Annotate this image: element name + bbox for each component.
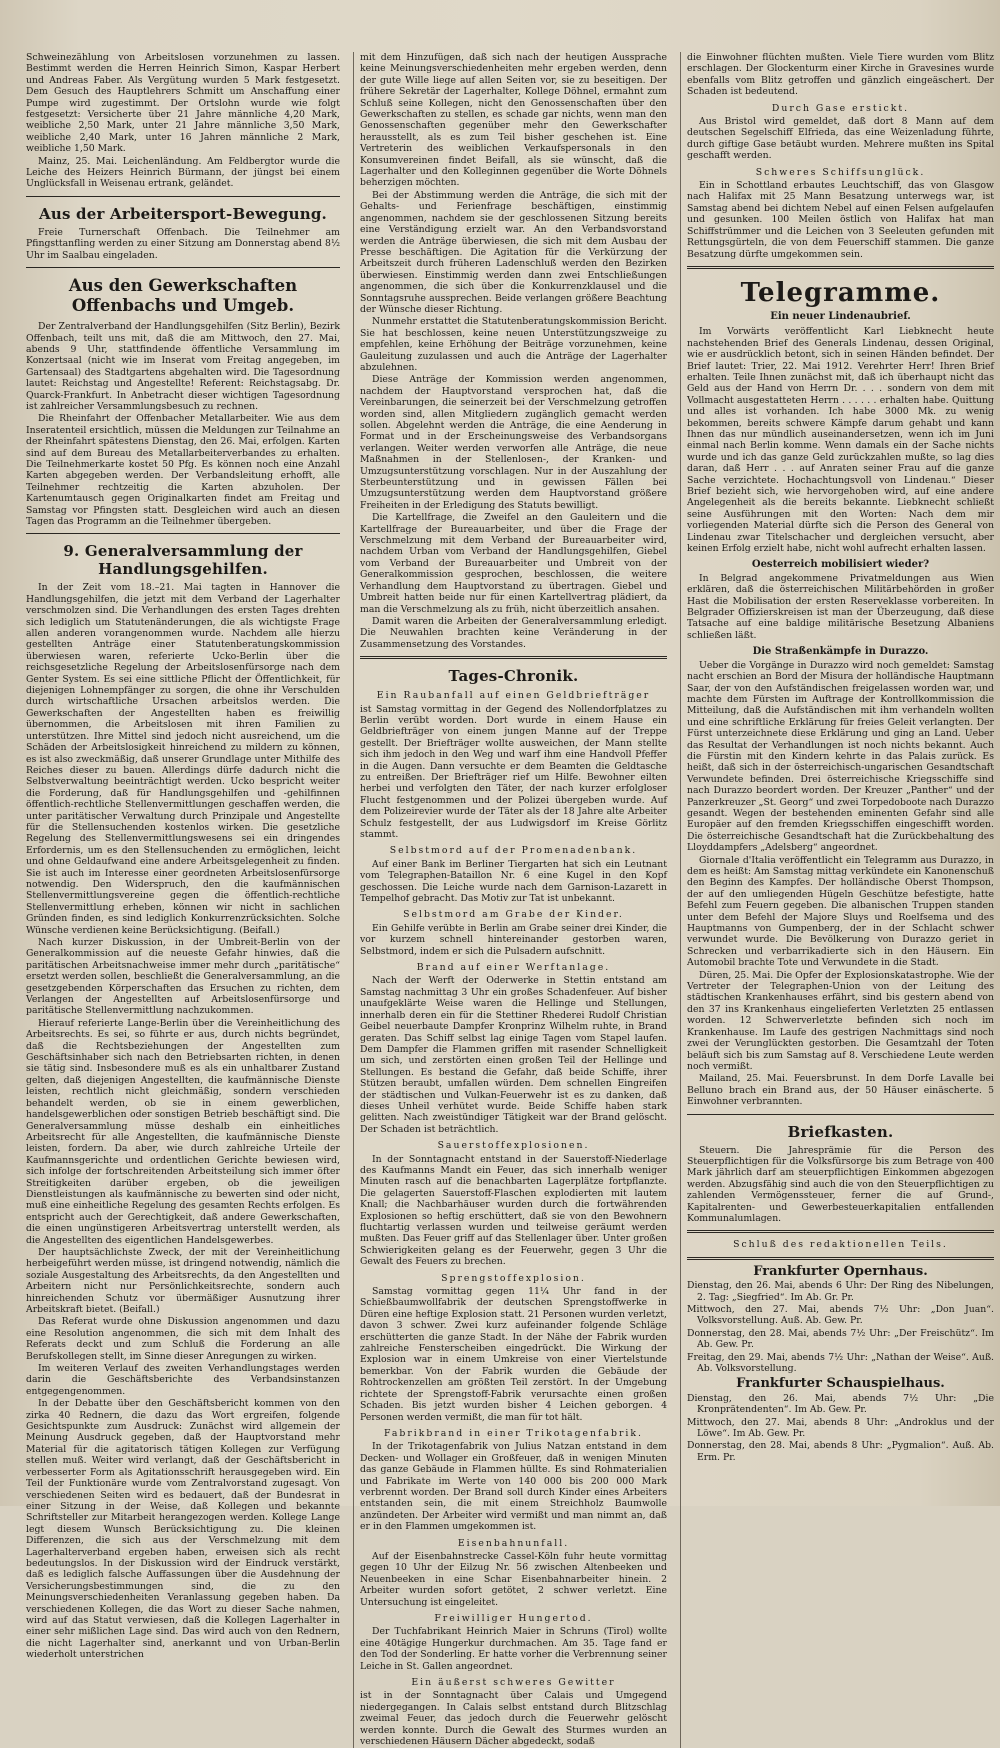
item-heading: Oesterreich mobilisiert wieder?: [751, 559, 930, 571]
article-text: Ein in Schottland erbautes Leuchtschiff, das von Glasgow nach Halifax mit 25 Mann Besatzung unterwegs war, ist Samstag abend bei dichtem Nebel auf einen Felsen aufgelaufen und gesunken. 100 Meilen östlich von Halifax hat man Schiffstrümmer und die Leichen von 3 Seeleuten gefunden mit Rettungsgürteln, die von dem Feuerschiff stammen. Die ganze Besatzung dürfte umgekommen sein.: [687, 180, 994, 260]
article-text: In der Sonntagnacht entstand in der Sauerstoff-Niederlage des Kaufmanns Mandt ein Feuer, das sich innerhalb weniger Minuten rasch auf die benachbarten Lagerplätze fortpflanzte. Die gelagerten Sauerstoff-Flaschen explodierten mit lautem Knall; die Nachbarhäuser wurden durch die fortwährenden Explosionen so heftig erschüttert, daß sie von den Bewohnern fluchtartig verlassen wurden und teilweise geräumt werden mußten. Das Feuer griff auf das Stellenlager über. Unter großen Schwierigkeiten gelang es der Feuerwehr, gegen 3 Uhr die Gewalt des Feuers zu brechen.: [360, 1153, 667, 1268]
article-text: Freie Turnerschaft Offenbach. Die Teilnehmer am Pfingsttanfling werden zu einer Sitzung am Donnerstag abend 8½ Uhr im Saalbau eingeladen.: [26, 226, 340, 261]
item-heading: Freiwilliger Hungertod.: [434, 1613, 593, 1624]
article-text: Samstag vormittag gegen 11¼ Uhr fand in der Schießbaumwollfabrik der deutschen Sprengstoffwerke in Düren eine heftige Explosion statt. 21 Personen wurden verletzt, davon 3 schwer. Zwei kurz aufeinander folgende Schläge erschütterten die ganze Stadt. In der Nähe der Fabrik wurden zahlreiche Fensterscheiben eingedrückt. Die Wirkung der Explosion war in einem Umkreise von einer Viertelstunde bemerkbar. Von der Fabrik wurden die Gebäude der Rohtrockenzellen am größten Teil zerstört. In der Umgebung richtete der Sprengstoff-Fabrik verursachte einen großen Schaden. Bis jetzt wurden bisher 4 Leichen geborgen. 4 Personen werden vermißt, die man für tot hält.: [360, 1286, 667, 1423]
article-text: Mailand, 25. Mai. Feuersbrunst. In dem Dorfe Lavalle bei Belluno brach ein Brand aus, der 50 Häuser einäscherte. 5 Einwohner verbrannten.: [687, 1073, 994, 1108]
article-text: Der Tuchfabrikant Heinrich Maier in Schruns (Tirol) wollte eine 40tägige Hungerkur durchmachen. Am 35. Tage fand er den Tod der Sonderling. Er hatte vorher die Verbrennung seiner Leiche in St. Gallen angeordnet.: [360, 1626, 667, 1672]
article-text: Düren, 25. Mai. Die Opfer der Explosionskatastrophe. Wie der Vertreter der Telegraphen-Union von der Leitung des städtischen Krankenhauses erfährt, sind bis gestern abend von den 37 ins Krankenhaus eingelieferten Verletzten 25 entlassen worden. 12 Schwerverletzte befinden sich noch im Krankenhause. Im Laufe des gestrigen Nachmittags sind noch zwei der Verunglückten gestorben. Die Gesamtzahl der Toten beläuft sich bis zum Samstag auf 8. Verschiedene Leute werden noch vermißt.: [687, 969, 994, 1072]
item-heading: Brand auf einer Werftanlage.: [416, 962, 611, 974]
item-heading: Eisenbahnunfall.: [457, 1537, 570, 1549]
divider: [687, 1230, 994, 1233]
section-heading: Aus der Arbeitersport-Bewegung.: [39, 204, 327, 223]
column-1: [26, 52, 340, 1748]
editorial-end-note: Schluß des redaktionellen Teils.: [733, 1239, 948, 1251]
article-text: Steuern. Die Jahresprämie für die Person des Steuerpflichtigen für die Volksfürsorge bis zum Betrage von 400 Mark jährlich darf am steuerpflichtigen Einkommen abgezogen werden. Abzugsfähig sind auch die von den Steuerpflichtigen zu zahlenden Vermögenssteuer, ferner die auf Grund-, Kapitalrenten- und Gewerbesteuerkapitalien entfallenden Kommunalumlagen.: [687, 1144, 994, 1224]
article-text: Diese Anträge der Kommission werden angenommen, nachdem der Hauptvorstand versprochen hat, daß die Vereinbarungen, die seinerzeit bei der Verschmelzung getroffen worden sind, allen Mitgliedern zugänglich gemacht werden sollen. Abgelehnt werden die Anträge, die eine Aenderung in Format und in der Erscheinungsweise des Verbandsorgans verlangen. Weiter werden verworfen alle Anträge, die neue Maßnahmen in der Stellenlosen-, der Kranken- und Umzugsunterstützung vorschlagen. Nur in der Auszahlung der Sterbeunterstützung und in gewissen Fällen bei Umzugsunterstützung werden dem Hauptvorstand größere Freiheiten in der Erledigung des Statuts bewilligt.: [360, 374, 667, 511]
section-heading: Tages-Chronik.: [448, 667, 579, 686]
section-heading: Briefkasten.: [787, 1122, 894, 1141]
column-3: [680, 52, 994, 1748]
section-heading: 9. Generalversammlung der Handlungsgehilfen.: [63, 542, 303, 579]
article-text: Aus Bristol wird gemeldet, daß dort 8 Mann auf dem deutschen Segelschiff Elfrieda, das eine Weizenladung führte, durch giftige Gase betäubt wurden. Mehrere mußten ins Spital geschafft werden.: [687, 116, 994, 162]
column-2: [353, 52, 667, 1748]
article-text: In der Trikotagenfabrik von Julius Natzan entstand in dem Decken- und Wollager ein Großfeuer, daß in wenigen Minuten das ganze Gebäude in Flammen hüllte. Es sind Rohmaterialien und Fabrikate im Werte von 140 000 bis 200 000 Mark verbrennt worden. Der Brand soll durch Kinder eines Arbeiters entstanden sein, die mit einem Streichholz Baumwolle anzündeten. Der Arbeiter wird vermißt und man nimmt an, daß er in den Flammen umgekommen ist.: [360, 1441, 667, 1533]
article-text: Damit waren die Arbeiten der Generalversammlung erledigt. Die Neuwahlen brachten keine Veränderung in der Zusammensetzung des Vorstandes.: [360, 615, 667, 650]
telegram-heading: Telegramme.: [740, 277, 941, 308]
article-text: Nunmehr erstattet die Statutenberatungskommission Bericht. Sie hat beschlossen, keine neuen Unterstützungszweige zu empfehlen, keine Erhöhung der Beiträge vorzunehmen, keine Gauleitung zuzulassen und auch die Anträge der Lagerhalter abzulehnen.: [360, 316, 667, 373]
item-heading: Fabrikbrand in einer Trikotagenfabrik.: [384, 1427, 643, 1439]
item-heading: Schweres Schiffsunglück.: [755, 166, 926, 178]
item-heading: Ein äußerst schweres Gewitter: [411, 1677, 616, 1689]
divider: [687, 1114, 994, 1115]
item-heading: Selbstmord am Grabe der Kinder.: [403, 909, 624, 921]
columns: [26, 52, 994, 1748]
article-text: Die Kartellfrage, die Zweifel an den Gauleitern und die Kartellfrage der Bureauarbeiter, und über die Frage der Verschmelzung mit dem Verband der Bureauarbeiter wird, nachdem Urban vom Verband der Handlungsgehilfen, Giebel vom Verband der Bureauarbeiter und Umbreit von der Generalkommission gesprochen, beschlossen, die weitere Verhandlung dem Hauptvorstand zu übertragen. Giebel und Umbreit hatten beide nur für einen Kartellvertrag plädiert, da man die Verschmelzung als zu früh, nicht überzeitlich ansahen.: [360, 512, 667, 615]
item-heading: Sprengstoffexplosion.: [441, 1272, 586, 1284]
article-text: ist in der Sonntagnacht über Calais und Umgegend niedergegangen. In Calais selbst entstand durch Blitzschlag zweimal Feuer, das jedoch durch die Feuerwehr gelöscht werden konnte. Durch die Gewalt des Sturmes wurden an verschiedenen Häusern Dächer abgedeckt, sodaß: [360, 1690, 667, 1748]
schedule-entry: Mittwoch, den 27. Mai, abends 8 Uhr: „Androklus und der Löwe“. Im Ab. Gew. Pr.: [687, 1416, 994, 1440]
schedule-entry: Mittwoch, den 27. Mai, abends 7½ Uhr: „Don Juan“. Volksvorstellung. Auß. Ab. Gew. Pr.: [687, 1304, 994, 1327]
item-heading: Durch Gase erstickt.: [771, 102, 910, 114]
article-text: Hierauf referierte Lange-Berlin über die Vereinheitlichung des Arbeitsrechts. Es sei, so führte er aus, durch nichts begründet, daß die Rechtsbeziehungen der Angestellten zum Geschäftsinhaber sich nach den Betriebsarten richten, in denen sie tätig sind. Insbesondere muß es als ein unhaltbarer Zustand gelten, daß diejenigen Angestellten, die kaufmännische Dienste leisten, rechtlich nicht gleichmäßig, sondern verschieden behandelt werden, ob sie in einem gewerblichen, handelsgewerblichen oder sonstigen Betrieb beschäftigt sind. Die Generalversammlung müsse deshalb ein einheitliches Arbeitsrecht für alle Angestellten, die kaufmännische Dienste leisten, fordern. Da aber, wie durch zahlreiche Urteile der Kaufmannsgerichte und ordentlichen Gerichte bewiesen wird, sich infolge der fortschreitenden Arbeitsteilung sich immer öfter Streitigkeiten darüber ergeben, ob die jeweiligen Dienstleistungen als kaufmännische zu bewerten sind oder nicht, muß eine einheitliche Regelung des gesamten Rechts erfolgen. Es entspricht auch der Gerechtigkeit, daß andere Gewerkschaften, die einen ungünstigeren Arbeitsvertrag unterstellt werden, als die Angestellten des eigentlichen Handelsgewerbes.: [26, 1017, 340, 1246]
article-text: Auf der Eisenbahnstrecke Cassel-Köln fuhr heute vormittag gegen 10 Uhr der Eilzug Nr. 56 zwischen Altenbeeken und Neuenbeeken in eine Schar Eisenbahnarbeiter hinein. 2 Arbeiter wurden sofort getötet, 2 schwer verletzt. Eine Untersuchung ist eingeleitet.: [360, 1550, 667, 1608]
divider: [687, 266, 994, 269]
divider: [360, 656, 667, 659]
item-heading: Die Straßenkämpfe in Durazzo.: [752, 646, 929, 658]
divider: [26, 267, 340, 268]
article-text: Das Referat wurde ohne Diskussion angenommen und dazu eine Resolution angenommen, die sich mit dem Inhalt des Referats deckt und zum Schluß die Forderung an alle Berufskollegen stellt, im Sinne dieser Anregungen zu wirken.: [26, 1316, 340, 1362]
section-heading: Aus den Gewerkschaften Offenbachs und Umgeb.: [68, 276, 298, 316]
article-text: Die Rheinfahrt der Offenbacher Metallarbeiter. Wie aus dem Inseratenteil ersichtlich, müssen die Meldungen zur Teilnahme an der Rheinfahrt spätestens Dienstag, den 26. Mai, erfolgen. Karten sind auf dem Bureau des Metallarbeiterverbandes zu erhalten. Die Teilnehmerkarte kostet 50 Pfg. Es können noch eine Anzahl Karten abgegeben werden. Der Verbandsleitung erhofft, alle Teilnehmer rechtzeitig die Karten abzuholen. Der Kartenumtausch gegen Originalkarten findet am Freitag und Samstag vor Pfingsten statt. Desgleichen wird auch an diesen Tagen das Programm an die Teilnehmer übergeben.: [26, 413, 340, 527]
divider: [26, 533, 340, 534]
item-heading: Sauerstoffexplosionen.: [437, 1140, 590, 1152]
article-text: Der Zentralverband der Handlungsgehilfen (Sitz Berlin), Bezirk Offenbach, teilt uns mit, daß die am Mittwoch, den 27. Mai, abends 9 Uhr, stattfindende öffentliche Versammlung im Konzertsaal (nicht wie im Inserat vom Freitag angegeben, im Gartensaal) des Stadtgartens abgehalten wird. Die Tagesordnung lautet: Reichstag und Angestellte! Referent: Reichstagsabg. Dr. Quarck-Frankfurt. In Anbetracht dieser wichtigen Tagesordnung ist zahlreicher Versammlungsbesuch zu rechnen.: [26, 321, 340, 412]
divider: [26, 196, 340, 197]
schedule-entry: Dienstag, den 26. Mai, abends 6 Uhr: Der Ring des Nibelungen, 2. Tag: „Siegfried“. Im Ab. Gr. Pr.: [687, 1280, 994, 1303]
article-text: die Einwohner flüchten mußten. Viele Tiere wurden vom Blitz erschlagen. Der Glockenturm einer Kirche in Gravesines wurde ebenfalls vom Blitz getroffen und gänzlich eingeäschert. Der Schaden ist bedeutend.: [687, 52, 994, 98]
article-text: Im Vorwärts veröffentlicht Karl Liebknecht heute nachstehenden Brief des Generals Lindenau, dessen Original, wie er ausdrücklich betont, sich in seinen Händen befindet. Der Brief lautet: Trier, 22. Mai 1912. Verehrter Herr! Ihren Brief erhalten. Teile Ihnen zunächst mit, daß ich überhaupt nicht das Geld aus der Hand von Herrn Dr. . . . sondern von dem mit Vollmacht ausgestatteten Herrn . . . . . . erhalten habe. Quittung und alles ist vorhanden. Ich habe 3000 Mk. zu wenig bekommen, bereits schwere Kämpfe darum gehabt und kann Ihnen das nur mündlich auseinandersetzen, wenn ich im Juni einmal nach Berlin komme. Wenn damals ein der Sache nichts wurde und ich das ganze Geld zurückzahlen mußte, so lag dies daran, daß Herr . . . auf Anraten seiner Frau auf die ganze Sache verzichtete. Hochachtungsvoll von Lindenau.“ Dieser Brief bezieht sich, wie hervorgehoben wird, auf eine andere Angelegenheit als die bereits bekannte. Liebknecht schließt seine Ausführungen mit den Worten: Nach dem mir vorliegenden Material dürfte sich die Person des General von Lindenau zwar Titelschacher und dergleichen versucht, aber keinen Erfolg erzielt habe, nicht wohl aufrecht erhalten lassen.: [687, 326, 994, 555]
item-heading: Selbstmord auf der Promenadenbank.: [389, 845, 638, 857]
theatre-heading: Frankfurter Schauspielhaus.: [736, 1376, 945, 1392]
article-text: Nach der Werft der Oderwerke in Stettin entstand am Samstag nachmittag 3 Uhr ein großes Schadenfeuer. Auf bisher unaufgeklärte Weise waren die Hellinge und Stellungen, innerhalb deren ein für die Stettiner Rhederei Rudolf Christian Geibel neuerbaute Dampfer Kronprinz Wilhelm ruhte, in Brand geraten. Das Schiff selbst lag einige Tagen vom Stapel laufen. Dem Dampfer die Flammen griffen mit rasender Schnelligkeit um sich, und zerstörten einen großen Teil der Hellinge und Stellungen. Es bestand die Gefahr, daß beide Schiffe, ihrer Stützen beraubt, umfallen würden. Dem schnellen Eingreifen der städtischen und Vulkan-Feuerwehr ist es zu danken, daß dieses Unheil verhütet wurde. Beide Schiffe haben stark gelitten. Nach zweistündiger Tätigkeit war der Brand gelöscht. Der Schaden ist beträchtlich.: [360, 975, 667, 1135]
schedule-entry: Dienstag, den 26. Mai, abends 7½ Uhr: „Die Kronprätendenten“. Im Ab. Gew. Pr.: [687, 1392, 994, 1416]
article-text: Ueber die Vorgänge in Durazzo wird noch gemeldet: Samstag nacht erschien an Bord der Misura der holländische Hauptmann Saar, der von den Aufständischen freigelassen worden war, und machte dem Fürsten im Auftrage der Kontrollkommission die Mitteilung, daß die Aufständischen mit ihm verhandeln wollten und eine schriftliche Erklärung für freies Geleit verlangten. Der Fürst unterzeichnete diese Erklärung und ging an Land. Ueber das Resultat der Verhandlungen ist noch nichts bekannt. Auch die Fürstin mit den Kindern kehrte in das Palais zurück. Es heißt, daß sich in der österreichisch-ungarischen Gesandtschaft Verwundete befinden. Drei österreichische Kriegsschiffe sind nach Durazzo beordert worden. Der Kreuzer „Panther“ und der Panzerkreuzer „St. Georg“ und zwei Torpedoboote nach Durazzo gesandt. Wegen der bestehenden eminenten Gefahr sind alle Europäer auf den fremden Kriegsschiffen eingeschifft worden. Die österreichische Gesandtschaft hat die Zurückbehaltung des Lloyddampfers „Adelsberg“ angeordnet.: [687, 659, 994, 854]
divider: [687, 1257, 994, 1260]
theatre-schedule: [687, 1393, 994, 1463]
opera-schedule: [687, 1280, 994, 1374]
article-text: In Belgrad angekommene Privatmeldungen aus Wien erklären, daß die österreichischen Militärbehörden in großer Hast die Mobilisation der ersten Reserveklasse vorbereiten. In Belgrader Offizierskreisen ist man der Überzeugung, daß diese Tatsache auf eine baldige militärische Besetzung Albaniens schließen läßt.: [687, 572, 994, 641]
article-text: Schweinezählung von Arbeitslosen vorzunehmen zu lassen. Bestimmt werden die Herren Heinrich Simon, Kaspar Herbert und Andreas Faber. Als Vergütung wurden 5 Mark festgesetzt. Dem Gesuch des Hauptlehrers Schmitt um Anschaffung einer Pumpe wird zugestimmt. Der Ortslohn wurde wie folgt festgesetzt: Versicherte über 21 Jahre männliche 4,20 Mark, weibliche 2,50 Mark, unter 21 Jahre männliche 3,50 Mark, weibliche 2,40 Mark, unter 16 Jahren männliche 2 Mark, weibliche 1,50 Mark.: [26, 52, 340, 155]
article-text: Mainz, 25. Mai. Leichenländung. Am Feldbergtor wurde die Leiche des Heizers Heinrich Bürmann, der jüngst bei einem Unglücksfall in Weisenau ertrank, geländet.: [26, 155, 340, 190]
schedule-entry: Donnerstag, den 28. Mai, abends 7½ Uhr: „Der Freischütz“. Im Ab. Gew. Pr.: [687, 1327, 994, 1351]
schedule-entry: Donnerstag, den 28. Mai, abends 8 Uhr: „Pygmalion“. Auß. Ab. Erm. Pr.: [687, 1440, 994, 1463]
article-text: mit dem Hinzufügen, daß sich nach der heutigen Aussprache keine Meinungsverschiedenheiten mehr ergeben werden, denn der gute Wille liege auf allen Seiten vor, sie zu beseitigen. Der frühere Sekretär der Lagerhalter, Kollege Döhnel, ermahnt zum Schluß seine Kollegen, nicht den Genossenschaften über den Gewerkschaften zu stellen, es schade gar nichts, wenn man den Genossenschaften gegenüber mehr den Gewerkschafter herausstellt, als es zum Teil bisher geschehen ist. Eine Vertreterin des weiblichen Verkaufspersonals in den Konsumvereinen findet Beifall, als sie wünscht, daß die Lagerhalter und den Kolleginnen gegenüber die Worte Döhnels beherzigen möchten.: [360, 52, 667, 189]
article-text: Giornale d'Italia veröffentlicht ein Telegramm aus Durazzo, in dem es heißt: Am Samstag mittag verkündete ein Kanonenschuß den Beginn des Kampfes. Der holländische Oberst Thompson, der auf den umliegenden Hügeln Geschütze befestigte, hatte Befehl zum Feuern gegeben. Die albanischen Truppen standen unter dem Befehl der Majore Sluys und Roelfsema und des Hauptmanns von Gumpenberg, der in der Schlacht schwer verwundet wurde. Die Bevölkerung von Durazzo geriet in Schrecken und verbarrikadierte sich in den Häusern. Ein Automobil brachte Tote und Verwundete in die Stadt.: [687, 854, 994, 969]
article-text: Ein Gehilfe verübte in Berlin am Grabe seiner drei Kinder, die vor kurzem schnell hintereinander gestorben waren, Selbstmord, indem er sich die Pulsadern aufschnitt.: [360, 922, 667, 957]
article-text: Auf einer Bank im Berliner Tiergarten hat sich ein Leutnant vom Telegraphen-Bataillon Nr. 6 eine Kugel in den Kopf geschossen. Die Leiche wurde nach dem Garnison-Lazarett in Tempelhof gebracht. Das Motiv zur Tat ist unbekannt.: [360, 858, 667, 905]
article-text: In der Zeit vom 18.–21. Mai tagten in Hannover die Handlungsgehilfen, die jetzt mit dem Verband der Lagerhalter verschmolzen sind. Die Verhandlungen des ersten Tages drehten sich lediglich um Statutenänderungen, die als wichtigste Frage allen anderen vorangenommen wurde. Nachdem alle hierzu gestellten Anträge einer Statutenberatungskommission überwiesen waren, referierte Ucko-Berlin über die reichsgesetzliche Regelung der Arbeitslosenfürsorge nach dem Genter System. Es sei eine sittliche Pflicht der Öffentlichkeit, für diejenigen Lohnempfänger zu sorgen, die ohne ihr Verschulden durch wirtschaftliche Ursachen arbeitslos werden. Die Gewerkschaften der Angestellten haben es freiwillig übernommen, die Arbeitslosen mit ihren Familien zu unterstützen. Ihre Mittel sind jedoch nicht ausreichend, um die Schäden der Arbeitslosigkeit hinreichend zu mildern zu können, es ist also zweckmäßig, daß unserer Grundlage unter Mithilfe des Reiches dieser zu bauen. Allerdings dürfe dadurch nicht die Selbstverwaltung beeinträchtigt werden. Ucko bespricht weiter die Forderung, daß für Handlungsgehilfen und -gehilfinnen öffentlich-rechtliche Stellenvermittlungen geschaffen werden, die unter paritätischer Verwaltung durch Prinzipale und Angestellte für die Stellensuchenden kostenlos wirken. Die gesetzliche Regelung des Stellenvermittlungswesens sei ein dringendes Erfordernis, um es den Stellensuchenden zu ermöglichen, leicht und ohne Geldaufwand eine andere Arbeitsgelegenheit zu finden. Sie ist auch im Interesse einer geordneten Arbeitslosenfürsorge notwendig. Den Widerspruch, den die kaufmännischen Stellenvermittlungsvereine gegen die öffentlich-rechtliche Stellenvermittlung erheben, können wir nicht in sachlichen Gründen finden, es sind lediglich Konkurrenzrücksichten. Solche Wünsche verdienen keine Berücksichtigung. (Beifall.): [26, 582, 340, 936]
item-heading: Ein Raubanfall auf einen Geldbriefträger: [376, 690, 651, 702]
article-text: Im weiteren Verlauf des zweiten Verhandlungstages werden darin die Geschäftsberichte des Verbandsinstanzen entgegengenommen.: [26, 1363, 340, 1397]
theatre-heading: Frankfurter Opernhaus.: [753, 1263, 928, 1279]
article-text: Nach kurzer Diskussion, in der Umbreit-Berlin von der Generalkommission auf die neueste Gefahr hinwies, daß die paritätischen Arbeitsnachweise immer mehr durch „paritätische“ ersetzt werden sollen, beschließt die Generalversammlung, an die gesetzgebenden Körperschaften das Ersuchen zu richten, dem Verlangen der Angestellten auf Arbeitslosenfürsorge und paritätische Stellenvermittlung nachzukommen.: [26, 937, 340, 1017]
item-heading: Ein neuer Lindenaubrief.: [770, 310, 911, 322]
article-text: Der hauptsächlichste Zweck, der mit der Vereinheitlichung herbeigeführt werden müsse, ist dringend notwendig, nämlich die soziale Ausgestaltung des Arbeitsrechts, da den Angestellten und Arbeitern nicht nur Persönlichkeitsrechte, sondern auch hinreichenden Schutz vor übermäßiger Ausnutzung ihrer Arbeitskraft bietet. (Beifall.): [26, 1246, 340, 1315]
article-text: In der Debatte über den Geschäftsbericht kommen von den zirka 40 Rednern, die dazu das Wort ergreifen, folgende Gesichtspunkte zum Ausdruck: Zunächst wird allgemein der Meinung Ausdruck gegeben, daß der Hauptvorstand mehr Material für die agitatorisch tätigen Kollegen zur Verfügung stellen muß. Weiter wird verlangt, daß der Geschäftsbericht in verbesserter Form als Agitationsschrift herausgegeben wird. Ein Teil der Funktionäre wurde vom Zentralvorstand zugesagt. Von verschiedenen Seiten wird es bedauert, daß der Bundesrat in einer Sitzung in der Weise, daß Kollegen und bekannte Schriftsteller zur Mitarbeit herangezogen werden. Kollege Lange legt diesem Wunsch Berücksichtigung zu. Die kleinen Differenzen, die sich aus der Verschmelzung mit dem Lagerhalterverband ergeben haben, erweisen sich als recht bedeutungslos. In der Diskussion wird der Eindruck verstärkt, daß es lediglich falsche Auffassungen über die Ausdehnung der Versicherungsbestimmungen sind, die zu den Meinungsverschiedenheiten Veranlassung gegeben haben. Da verschiedenen Kollegen, die das Wort zu dieser Sache nahmen, wird auf das Statut verwiesen, daß die Kollegen Lagerhalter in einer sehr mißlichen Lage sind. Das wird auch von den Rednern, die nicht Lagerhalter sind, anerkannt und von Urban-Berlin wiederholt unterstrichen: [26, 1398, 340, 1661]
article-text: Bei der Abstimmung werden die Anträge, die sich mit der Gehalts- und Ferienfrage beschäftigen, einstimmig angenommen, nachdem sie der geschlossenen Sitzung bereits eine Verständigung erzielt war. An den Verbandsvorstand werden die Anträge überwiesen, die sich mit dem Ausbau der Presse beschäftigen. Die Agitation für die Verkürzung der Arbeitszeit durch früheren Ladenschluß werden den Bezirken überwiesen. Einstimmig werden dann zwei Entschließungen angenommen, die sich über die Konkurrenzklausel und die Sonntagsruhe aussprechen. Beide verlangen größere Beachtung der Wünsche dieser Richtung.: [360, 189, 667, 315]
article-text: ist Samstag vormittag in der Gegend des Nollendorfplatzes zu Berlin verübt worden. Dort wurde in einem Hause ein Geldbriefträger von einem jungen Manne auf der Treppe gestellt. Der Briefträger wollte ausweichen, der Mann stellte sich ihm jedoch in den Weg und warf ihm eine Handvoll Pfeffer in die Augen. Dann versuchte er dem Beamten die Geldtasche zu entreißen. Der Briefträger rief um Hilfe. Bewohner eilten herbei und verfolgten den Täter, der nach kurzer erfolgloser Flucht festgenommen und der Polizei übergeben wurde. Auf dem Polizeirevier wurde der Täter als der 18 Jahre alte Arbeiter Schulz festgestellt, der aus Ludwigsdorf im Kreise Görlitz stammt.: [360, 703, 667, 840]
schedule-entry: Freitag, den 29. Mai, abends 7½ Uhr: „Nathan der Weise“. Auß. Ab. Volksvorstellung.: [687, 1351, 994, 1375]
